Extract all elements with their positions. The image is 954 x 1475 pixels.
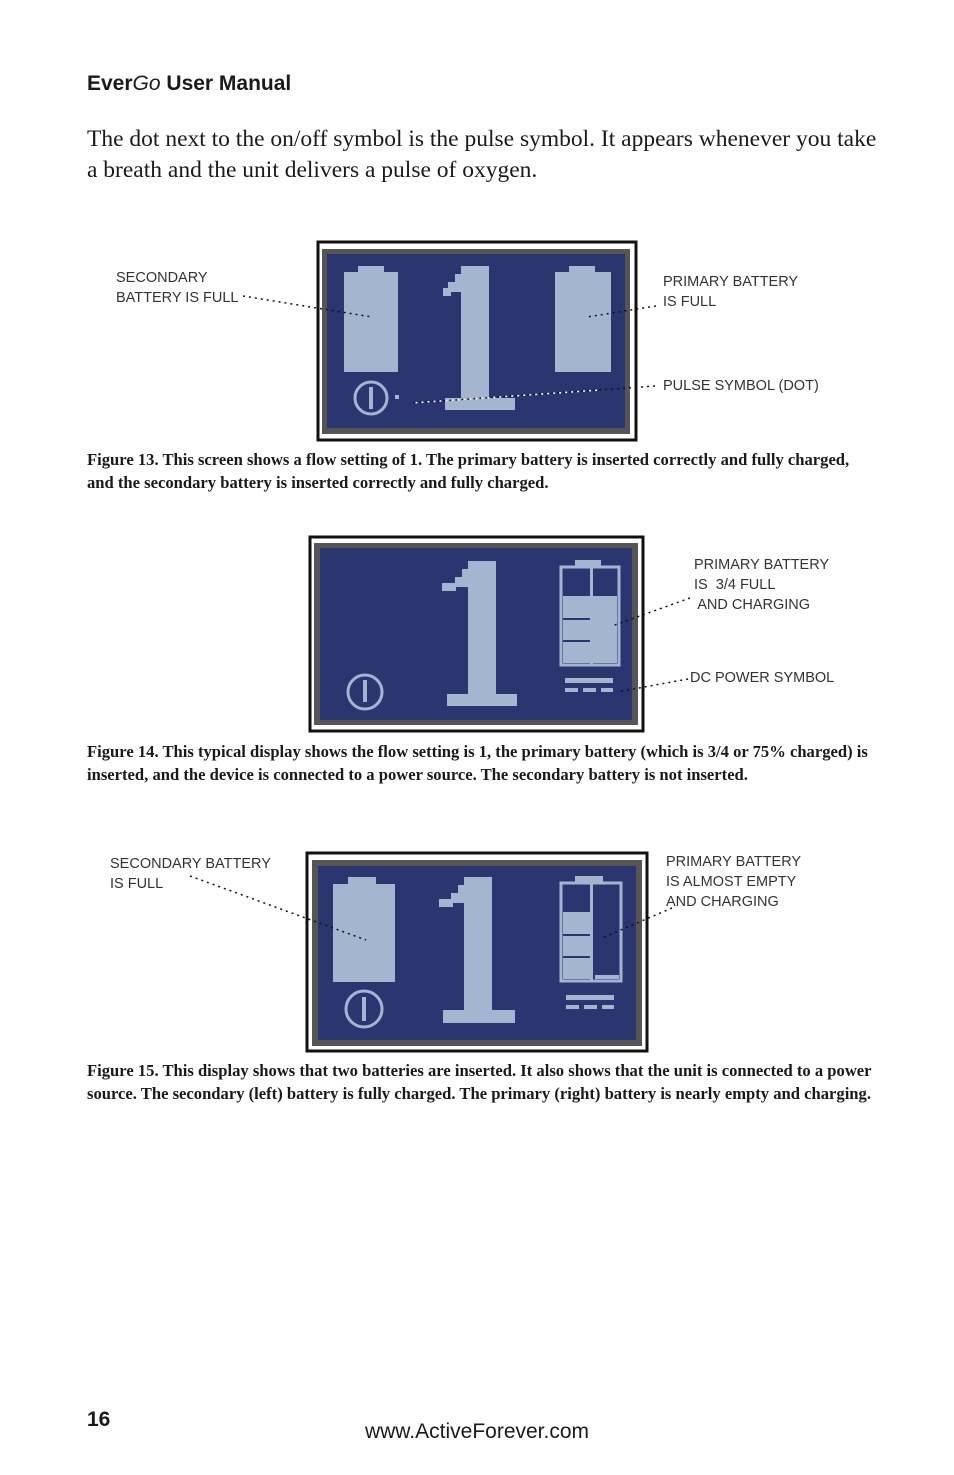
brand-italic: Go [132,72,161,95]
intro-paragraph: The dot next to the on/off symbol is the pulse symbol. It appears whenever you take a breath and the unit delivers a pulse of oxygen. [87,126,877,183]
label-pulse-symbol: PULSE SYMBOL (DOT) [663,378,819,394]
label-secondary-battery-full: SECONDARY BATTERY IS FULL [110,856,271,892]
brand-bold: Ever [87,72,133,95]
page-number: 16 [87,1408,111,1431]
label-primary-battery-three-quarter: PRIMARY BATTERY IS 3/4 FULL AND CHARGING [694,557,830,613]
figure-15-caption: Figure 15. This display shows that two batteries are inserted. It also shows that the unit is connected to a power source. The secondary (left) battery is fully charged. The primary (right) battery is nearly empty and charging. [87,1061,872,1103]
label-secondary-battery-full: SECONDARY BATTERY IS FULL [116,270,239,306]
header-title: User Manual [160,72,292,95]
secondary-battery-full-icon [333,877,395,982]
website-link[interactable]: www.ActiveForever.com [364,1420,590,1443]
figure-13-caption: Figure 13. This screen shows a flow setting of 1. The primary battery is inserted correctly and fully charged, and the secondary battery is inserted correctly and fully charged. [87,450,850,492]
label-primary-battery-full: PRIMARY BATTERY IS FULL [663,274,799,310]
label-dc-power-symbol: DC POWER SYMBOL [690,670,835,686]
figure-14-caption: Figure 14. This typical display shows the flow setting is 1, the primary battery (which is 3/4 or 75% charged) is inserted, and the device is connected to a power source. The secondary battery is not inserted. [87,742,868,784]
label-primary-battery-almost-empty: PRIMARY BATTERY IS ALMOST EMPTY AND CHARGING [666,854,802,910]
